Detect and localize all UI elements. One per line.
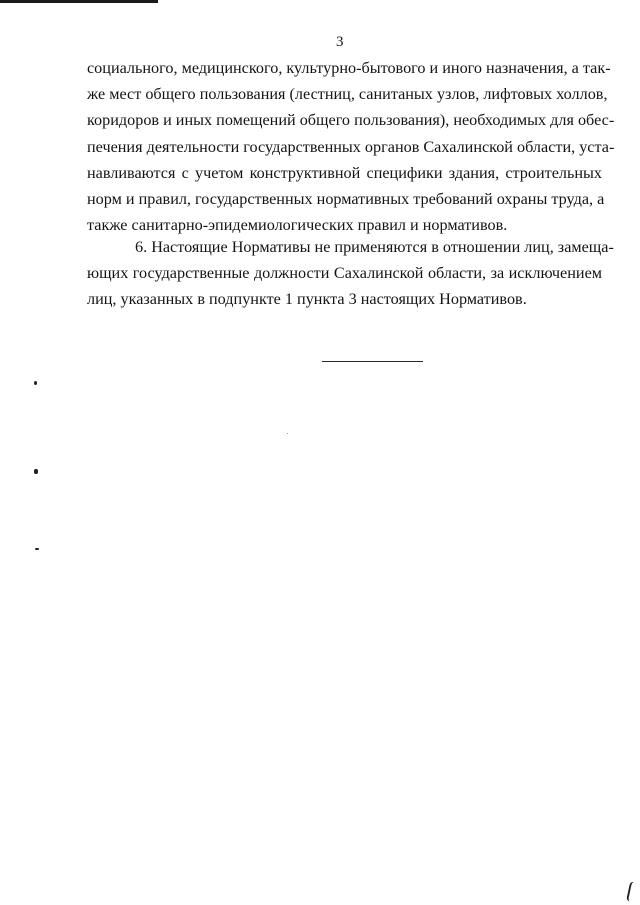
text-line: социального, медицинского, культурно-бытового и иного назначения, а так- bbox=[87, 59, 611, 77]
scan-edge-mark bbox=[0, 0, 158, 3]
text-line: печения деятельности государственных органов Сахалинской области, уста- bbox=[87, 137, 615, 156]
scan-speck bbox=[34, 381, 37, 385]
text-line: же мест общего пользования (лестниц, санитаных узлов, лифтовых холлов, bbox=[87, 85, 608, 104]
text-line: норм и правил, государственных нормативных требований охраны труда, а bbox=[87, 189, 605, 208]
paragraph-continuation bbox=[87, 55, 615, 238]
scan-speck bbox=[35, 548, 39, 550]
paragraph-item-6 bbox=[87, 234, 614, 313]
scan-speck bbox=[287, 433, 288, 434]
text-line: также санитарно-эпидемиологических правил и нормативов. bbox=[87, 216, 508, 235]
text-line: коридоров и иных помещений общего пользования), необходимых для обес- bbox=[87, 111, 615, 130]
text-line: навливаются с учетом конструктивной специфики здания, строительных bbox=[87, 163, 602, 182]
end-of-document-rule bbox=[322, 361, 423, 362]
scan-speck bbox=[34, 469, 38, 474]
text-line: 6. Настоящие Нормативы не применяются в отношении лиц, замеща- bbox=[135, 238, 614, 256]
page-number: 3 bbox=[336, 34, 344, 50]
text-line: ющих государственные должности Сахалинской области, за исключением bbox=[87, 264, 602, 283]
scan-corner-mark bbox=[626, 881, 640, 903]
text-line: лиц, указанных в подпункте 1 пункта 3 настоящих Нормативов. bbox=[87, 290, 527, 309]
